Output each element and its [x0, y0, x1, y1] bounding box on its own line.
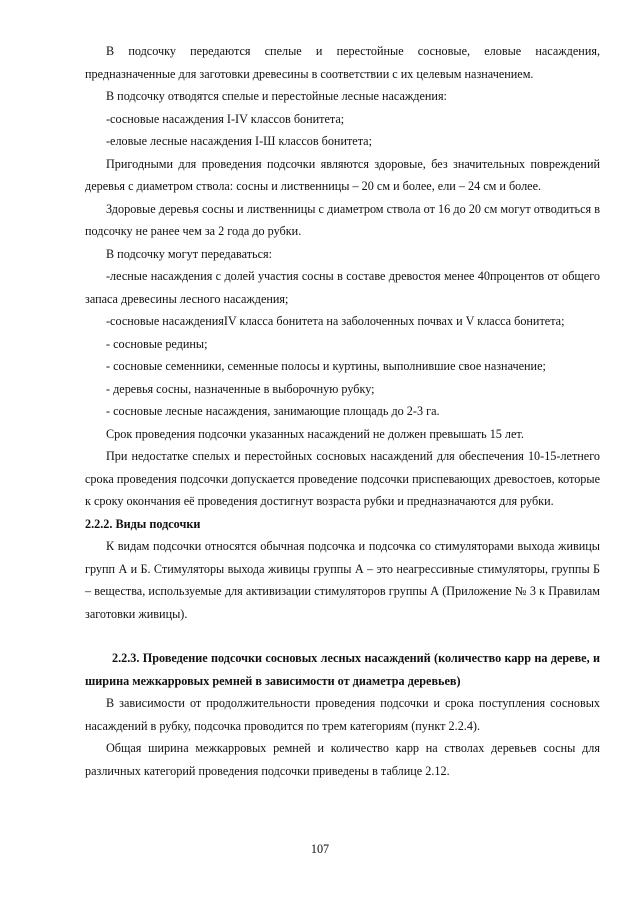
list-item: -еловые лесные насаждения I-Ш классов бонитета; [106, 134, 372, 148]
paragraph: В подсочку передаются спелые и перестойные сосновые, еловые насаждения, предназначенные для заготовки древесины в соответствии с их целевым назначением. [85, 44, 600, 81]
page-number: 107 [310, 842, 330, 856]
section-heading-2-2-3: 2.2.3. Проведение подсочки сосновых лесных насаждений (количество карр на дереве, и ширина межкарровых ремней в зависимости от диаметра деревьев) [85, 651, 600, 688]
list-item: -сосновые насажденияIV класса бонитета на заболоченных почвах и V класса бонитета; [106, 314, 565, 328]
paragraph: Общая ширина межкарровых ремней и количество карр на стволах деревьев сосны для различных категорий проведения подсочки приведены в таблице 2.12. [85, 741, 600, 778]
paragraph: При недостатке спелых и перестойных сосновых насаждений для обеспечения 10-15-летнего срока проведения подсочки допускается проведение подсочки приспевающих древостоев, которые к сроку окончания её проведения достигнут возраста рубки и предназначаются для рубки. [85, 449, 600, 508]
section-spacer [85, 625, 600, 647]
paragraph: В подсочку отводятся спелые и перестойные лесные насаждения: [106, 89, 447, 103]
paragraph: Здоровые деревья сосны и лиственницы с диаметром ствола от 16 до 20 см могут отводиться в подсочку не ранее чем за 2 года до рубки. [85, 201, 600, 238]
paragraph: К видам подсочки относятся обычная подсочка и подсочка со стимуляторами выхода живицы групп А и Б. Стимуляторы выхода живицы группы А – это неагрессивные стимуляторы, группы Б – вещества, используемые для активизации стимуляторов группы А (Приложение № 3 к Правилам заготовки живицы). [85, 539, 600, 621]
list-item: - сосновые лесные насаждения, занимающие площадь до 2-3 га. [106, 404, 440, 418]
page-content [85, 40, 600, 782]
list-item: - деревья сосны, назначенные в выборочную рубку; [106, 381, 375, 396]
list-item: -сосновые насаждения I-IV классов бонитета; [106, 111, 345, 126]
paragraph: В подсочку могут передаваться: [106, 246, 272, 261]
paragraph: Пригодными для проведения подсочки являются здоровые, без значительных повреждений деревья с диаметром ствола: сосны и лиственницы – 20 см и более, ели – 24 см и более. [85, 156, 600, 193]
list-item: - сосновые редины; [106, 336, 208, 351]
section-heading-2-2-2: 2.2.2. Виды подсочки [85, 516, 201, 531]
paragraph: В зависимости от продолжительности проведения подсочки и срока поступления сосновых насаждений в рубку, подсочка проводится по трем категориям (пункт 2.2.4). [85, 696, 600, 733]
paragraph: Срок проведения подсочки указанных насаждений не должен превышать 15 лет. [106, 426, 524, 441]
list-item: -лесные насаждения с долей участия сосны в составе древостоя менее 40процентов от общего запаса древесины лесного насаждения; [85, 269, 600, 306]
list-item: - сосновые семенники, семенные полосы и куртины, выполнившие свое назначение; [106, 359, 546, 373]
